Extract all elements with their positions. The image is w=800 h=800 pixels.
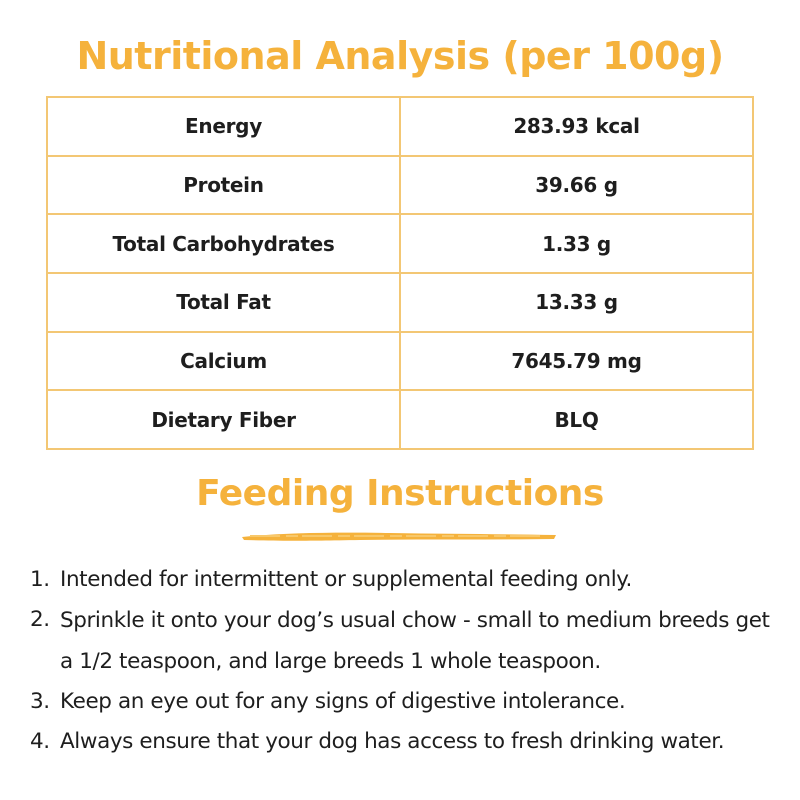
table-row — [47, 156, 753, 215]
brush-underline-decoration — [240, 528, 558, 544]
list-item-text: Sprinkle it onto your dog’s usual chow - small to medium breeds get a 1/2 teaspoon, and large breeds 1 whole teaspoon. — [60, 608, 770, 674]
table-row — [47, 214, 753, 273]
nutrient-value: 283.93 kcal — [400, 97, 753, 156]
list-item-text: Keep an eye out for any signs of digestive intolerance. — [60, 689, 626, 714]
nutrient-label: Dietary Fiber — [47, 390, 400, 449]
list-item — [30, 600, 780, 682]
table-row — [47, 273, 753, 332]
nutrient-label: Energy — [47, 97, 400, 156]
list-item-number: 3. — [30, 689, 50, 714]
list-item-text: Intended for intermittent or supplemental feeding only. — [60, 567, 632, 592]
list-item-number: 2. — [30, 607, 50, 632]
nutrient-value: 13.33 g — [400, 273, 753, 332]
nutrient-value: 39.66 g — [400, 156, 753, 215]
list-item-number: 1. — [30, 567, 50, 592]
nutrient-value: 7645.79 mg — [400, 332, 753, 391]
nutrient-label: Protein — [47, 156, 400, 215]
list-item-text: Always ensure that your dog has access to fresh drinking water. — [60, 729, 725, 754]
nutrition-table — [46, 96, 754, 450]
feeding-instructions-list — [30, 560, 780, 762]
page-title: Nutritional Analysis (per 100g) — [76, 34, 724, 78]
list-item — [30, 560, 780, 600]
nutrient-value: BLQ — [400, 390, 753, 449]
table-row — [47, 390, 753, 449]
table-row — [47, 332, 753, 391]
list-item-number: 4. — [30, 729, 50, 754]
table-row — [47, 97, 753, 156]
list-item — [30, 682, 780, 722]
nutrient-label: Total Fat — [47, 273, 400, 332]
nutrient-value: 1.33 g — [400, 214, 753, 273]
nutrient-label: Calcium — [47, 332, 400, 391]
feeding-title: Feeding Instructions — [196, 473, 604, 514]
nutrient-label: Total Carbohydrates — [47, 214, 400, 273]
list-item — [30, 722, 780, 762]
